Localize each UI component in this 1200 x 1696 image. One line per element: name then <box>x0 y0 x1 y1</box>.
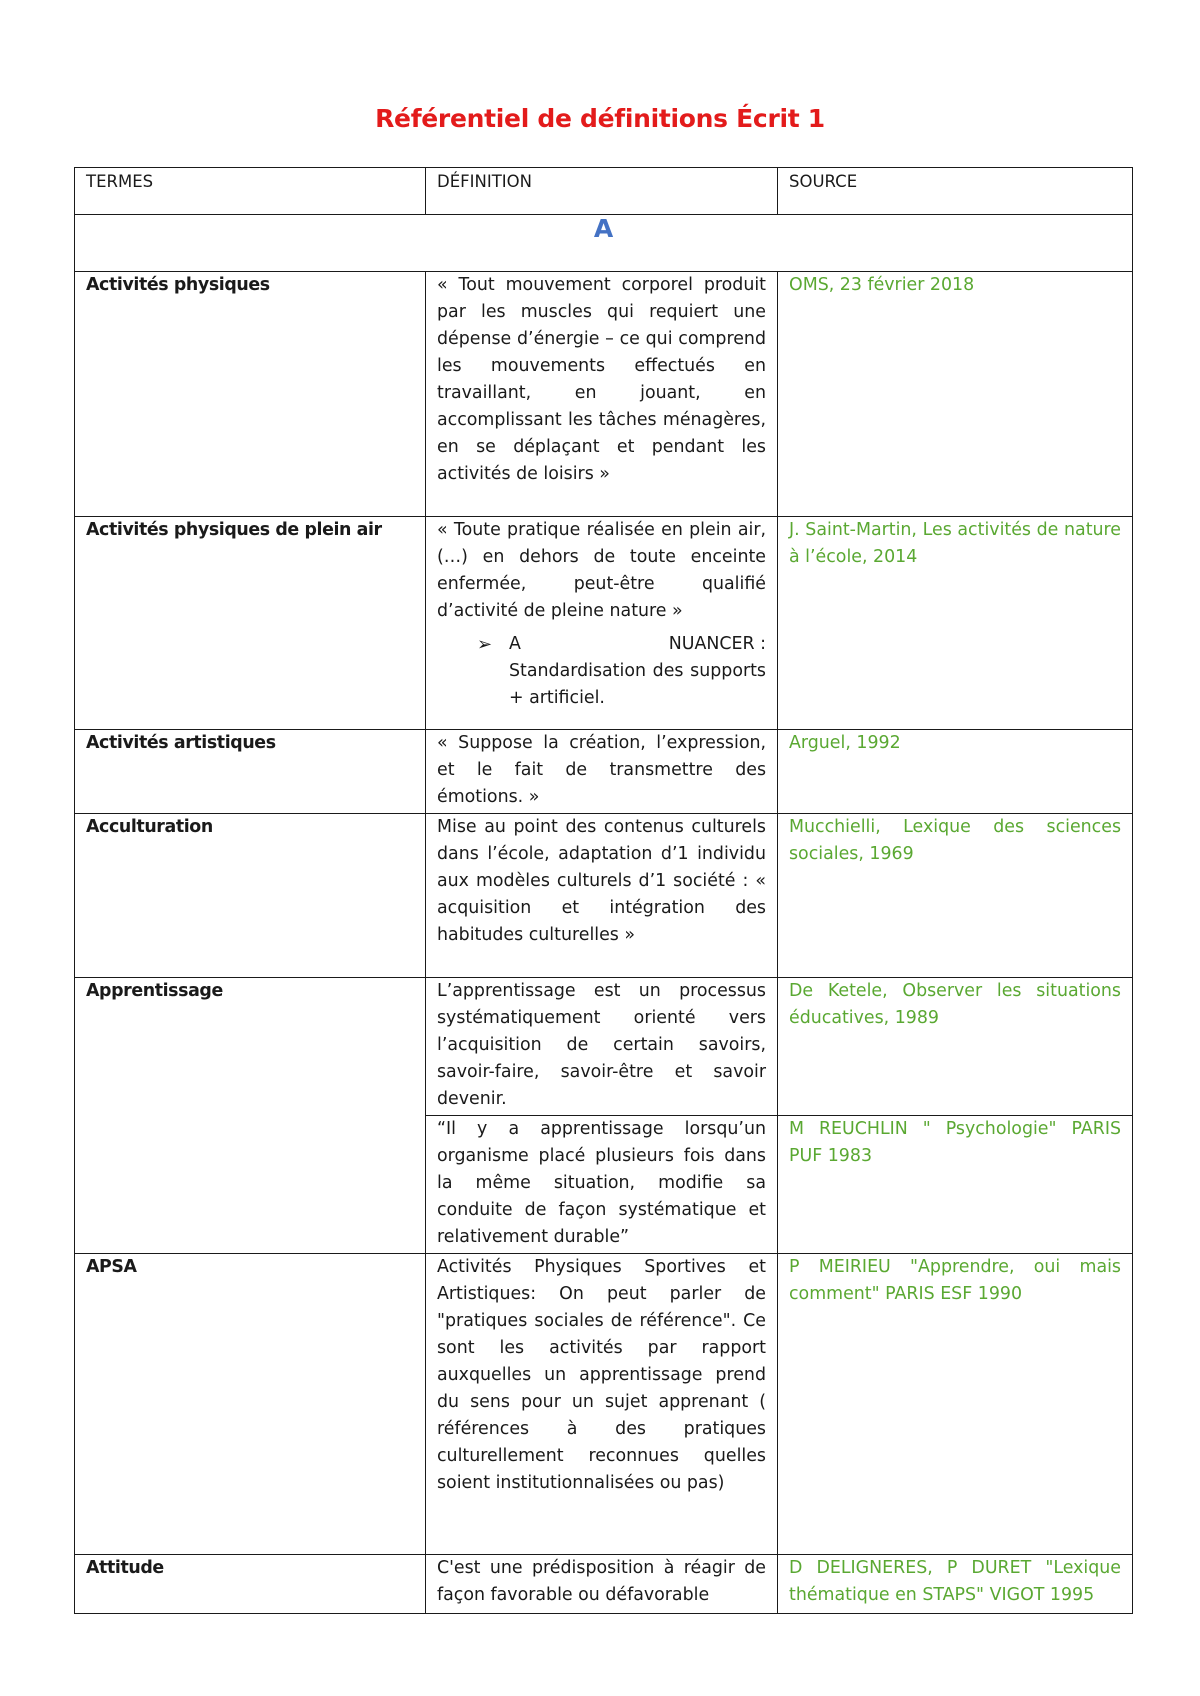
term-cell: Activités physiques <box>75 272 426 517</box>
definition-cell: Mise au point des contenus culturels dans l’école, adaptation d’1 individu aux modèles culturels d’1 société : « acquisition et intégration des habitudes culturelles » <box>426 814 778 978</box>
definitions-table <box>74 167 1133 1614</box>
source-cell: Mucchielli, Lexique des sciences sociales, 1969 <box>778 814 1133 978</box>
arrow-bullet-icon: ➢ <box>477 634 493 655</box>
nuance-label: NUANCER : <box>668 634 766 654</box>
definition-cell <box>426 517 778 730</box>
header-terms: TERMES <box>75 168 426 215</box>
header-source: SOURCE <box>778 168 1133 215</box>
table-header-row <box>75 168 1133 215</box>
table-row <box>75 1555 1133 1614</box>
section-letter: A <box>593 214 614 243</box>
term-cell: Apprentissage <box>75 978 426 1254</box>
document-title: Référentiel de définitions Écrit 1 <box>375 104 825 133</box>
table-row <box>75 517 1133 730</box>
source-cell: P MEIRIEU "Apprendre, oui mais comment" PARIS ESF 1990 <box>778 1254 1133 1555</box>
term-cell: Acculturation <box>75 814 426 978</box>
nuance-letter: A <box>509 634 521 654</box>
definition-cell: C'est une prédisposition à réagir de façon favorable ou défavorable <box>426 1555 778 1614</box>
table-row <box>75 978 1133 1116</box>
definition-cell: L’apprentissage est un processus systématiquement orienté vers l’acquisition de certain savoirs, savoir-faire, savoir-être et savoir devenir. <box>426 978 778 1116</box>
table-row <box>75 1254 1133 1555</box>
term-cell: APSA <box>75 1254 426 1555</box>
header-definition: DÉFINITION <box>426 168 778 215</box>
definition-cell: Activités Physiques Sportives et Artistiques: On peut parler de "pratiques sociales de référence". Ce sont les activités par rapport auxquelles un apprentissage prend du sens pour un sujet apprenant ( références à des pratiques culturellement reconnues quelles soient institutionnalisées ou pas) <box>426 1254 778 1555</box>
table-row <box>75 814 1133 978</box>
source-cell: J. Saint-Martin, Les activités de nature à l’école, 2014 <box>778 517 1133 730</box>
term-cell: Attitude <box>75 1555 426 1614</box>
term-cell: Activités physiques de plein air <box>75 517 426 730</box>
table-row <box>75 272 1133 517</box>
table-row <box>75 730 1133 814</box>
source-cell: OMS, 23 février 2018 <box>778 272 1133 517</box>
source-cell: D DELIGNERES, P DURET "Lexique thématique en STAPS" VIGOT 1995 <box>778 1555 1133 1614</box>
section-letter-row <box>75 215 1133 272</box>
source-cell: De Ketele, Observer les situations éducatives, 1989 <box>778 978 1133 1116</box>
nuance-text: Standardisation des supports + artificiel. <box>509 661 766 708</box>
definition-text: « Toute pratique réalisée en plein air, (…) en dehors de toute enceinte enfermée, peut-être qualifié d’activité de pleine nature » <box>437 520 766 621</box>
definition-cell: « Tout mouvement corporel produit par les muscles qui requiert une dépense d’énergie – ce qui comprend les mouvements effectués en travaillant, en jouant, en accomplissant les tâches ménagères, en se déplaçant et pendant les activités de loisirs » <box>426 272 778 517</box>
nuance-bullet <box>437 631 766 712</box>
term-cell: Activités artistiques <box>75 730 426 814</box>
source-cell: M REUCHLIN " Psychologie" PARIS PUF 1983 <box>778 1116 1133 1254</box>
definition-cell: « Suppose la création, l’expression, et le fait de transmettre des émotions. » <box>426 730 778 814</box>
source-cell: Arguel, 1992 <box>778 730 1133 814</box>
definition-cell: “Il y a apprentissage lorsqu’un organisme placé plusieurs fois dans la même situation, modifie sa conduite de façon systématique et relativement durable” <box>426 1116 778 1254</box>
